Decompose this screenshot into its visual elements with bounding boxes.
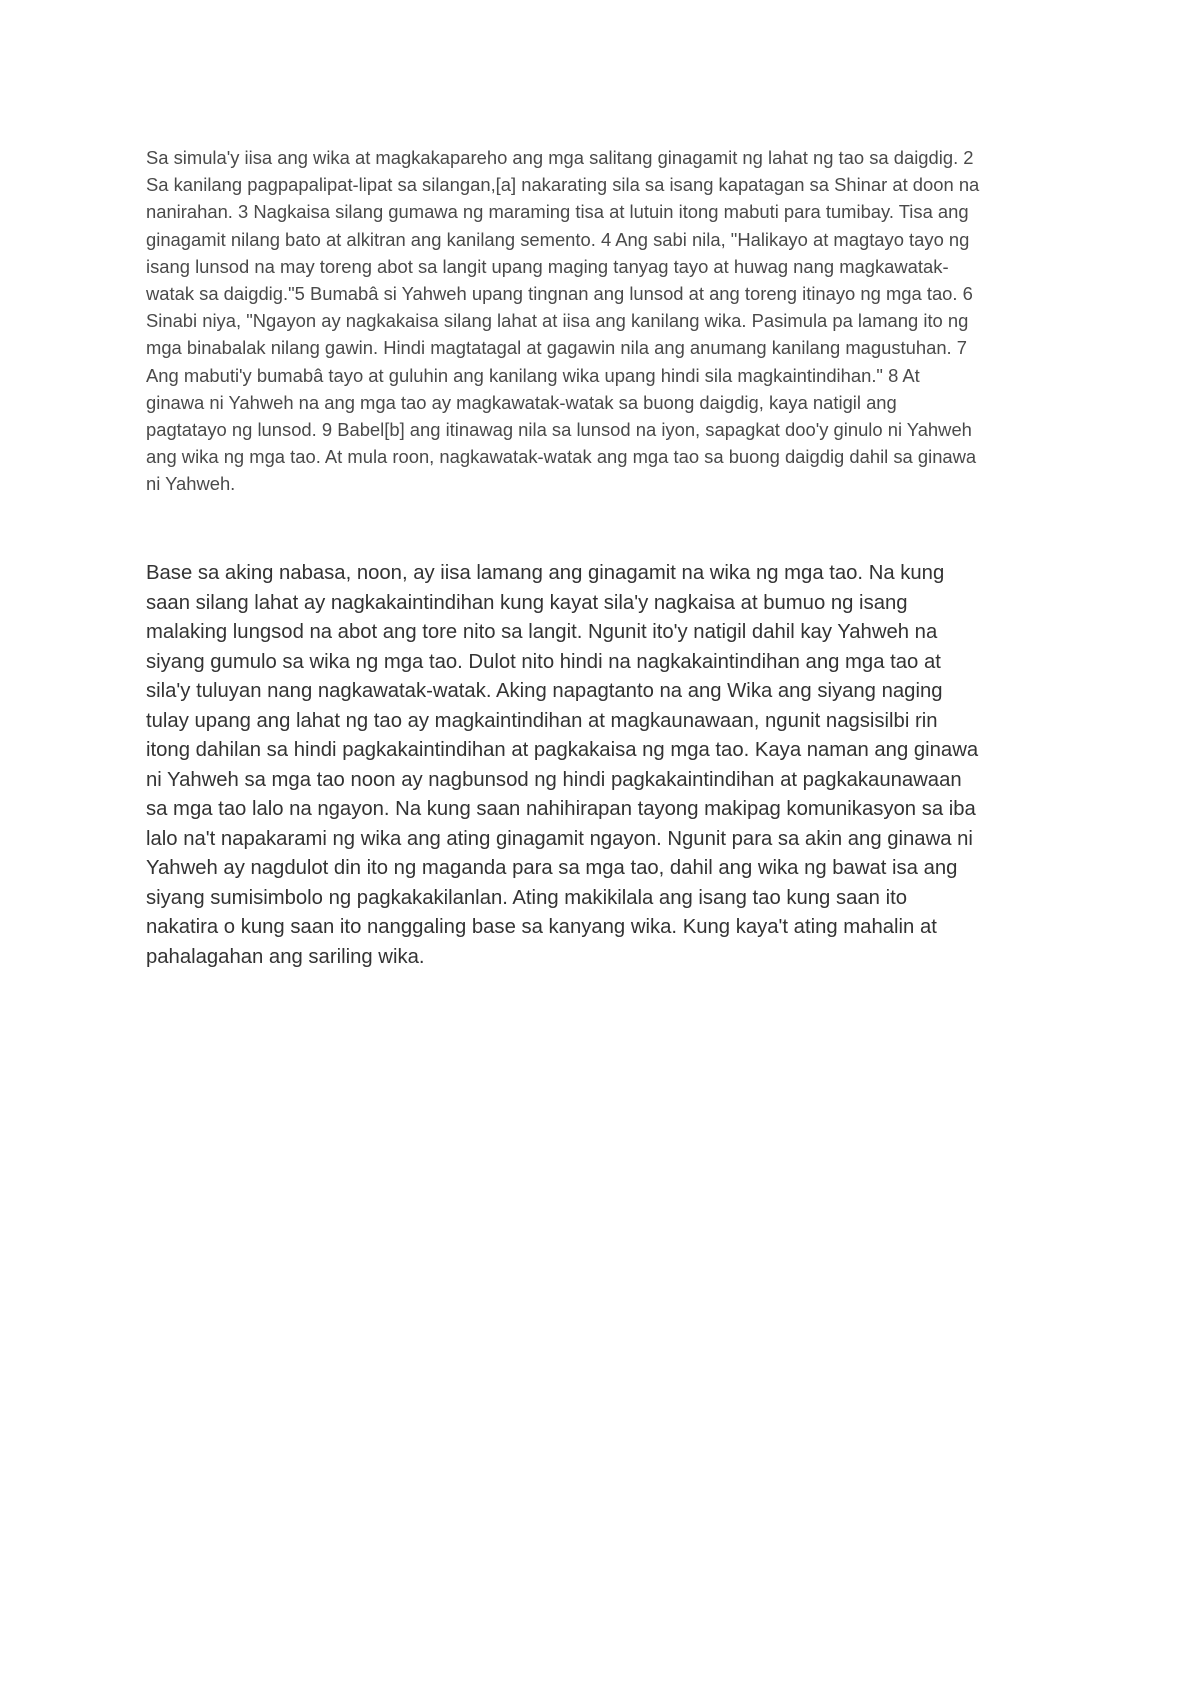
- reflection-line: sa mga tao lalo na ngayon. Na kung saan nahihirapan tayong makipag komunikasyon sa iba: [146, 798, 976, 820]
- passage-line: Sa kanilang pagpapalipat-lipat sa silangan,[a] nakarating sila sa isang kapatagan sa Shinar at doon na: [146, 174, 980, 196]
- passage-line: ni Yahweh.: [146, 473, 236, 495]
- reflection-line: siyang gumulo sa wika ng mga tao. Dulot nito hindi na nagkakaintindihan ang mga tao at: [146, 650, 941, 673]
- passage-line: ginawa ni Yahweh na ang mga tao ay magkawatak-watak sa buong daigdig, kaya natigil ang: [146, 391, 897, 413]
- reflection-line: nakatira o kung saan ito nanggaling base sa kanyang wika. Kung kaya't ating mahalin at: [146, 916, 937, 938]
- reflection-line: pahalagahan ang sariling wika.: [146, 945, 425, 968]
- passage-line: Sinabi niya, "Ngayon ay nagkakaisa silang lahat at iisa ang kanilang wika. Pasimula pa lamang ito ng: [146, 310, 969, 332]
- passage-line: Sa simula'y iisa ang wika at magkakapareho ang mga salitang ginagamit ng lahat ng tao sa daigdig. 2: [146, 147, 974, 168]
- reflection-paragraph: [146, 559, 978, 972]
- reflection-line: Yahweh ay nagdulot din ito ng maganda para sa mga tao, dahil ang wika ng bawat isa ang: [146, 857, 958, 879]
- passage-line: mga binabalak nilang gawin. Hindi magtatagal at gagawin nila ang anumang kanilang magustuhan. 7: [146, 337, 967, 359]
- passage-line: Ang mabuti'y bumabâ tayo at guluhin ang kanilang wika upang hindi sila magkaintindihan." 8 At: [146, 364, 920, 386]
- reflection-line: saan silang lahat ay nagkakaintindihan kung kayat sila'y nagkaisa at bumuo ng isang: [146, 591, 908, 614]
- bible-passage-paragraph: [146, 144, 979, 498]
- reflection-line: itong dahilan sa hindi pagkakaintindihan at pagkakaisa ng mga tao. Kaya naman ang ginawa: [146, 739, 979, 761]
- reflection-line: tulay upang ang lahat ng tao ay magkaintindihan at magkaunawaan, ngunit nagsisilbi rin: [146, 709, 938, 732]
- reflection-line: siyang sumisimbolo ng pagkakakilanlan. Ating makikilala ang isang tao kung saan ito: [146, 886, 908, 909]
- passage-line: isang lunsod na may toreng abot sa langit upang maging tanyag tayo at huwag nang magkawatak-: [146, 255, 949, 277]
- passage-line: pagtatayo ng lunsod. 9 Babel[b] ang itinawag nila sa lunsod na iyon, sapagkat doo'y ginulo ni Yahweh: [146, 419, 972, 441]
- reflection-line: Base sa aking nabasa, noon, ay iisa lamang ang ginagamit na wika ng mga tao. Na kung: [146, 562, 945, 584]
- reflection-line: malaking lungsod na abot ang tore nito sa langit. Ngunit ito'y natigil dahil kay Yahweh na: [146, 621, 938, 643]
- passage-line: ang wika ng mga tao. At mula roon, nagkawatak-watak ang mga tao sa buong daigdig dahil sa ginawa: [146, 446, 977, 468]
- passage-line: watak sa daigdig."5 Bumabâ si Yahweh upang tingnan ang lunsod at ang toreng itinayo ng mga tao. 6: [146, 283, 973, 305]
- passage-line: nanirahan. 3 Nagkaisa silang gumawa ng maraming tisa at lutuin itong mabuti para tumibay. Tisa ang: [146, 201, 969, 223]
- reflection-line: sila'y tuluyan nang nagkawatak-watak. Aking napagtanto na ang Wika ang siyang naging: [146, 680, 943, 702]
- reflection-line: ni Yahweh sa mga tao noon ay nagbunsod ng hindi pagkakaintindihan at pagkakaunawaan: [146, 768, 962, 791]
- reflection-line: lalo na't napakarami ng wika ang ating ginagamit ngayon. Ngunit para sa akin ang ginawa ni: [146, 827, 973, 850]
- passage-line: ginagamit nilang bato at alkitran ang kanilang semento. 4 Ang sabi nila, "Halikayo at magtayo tayo ng: [146, 228, 970, 250]
